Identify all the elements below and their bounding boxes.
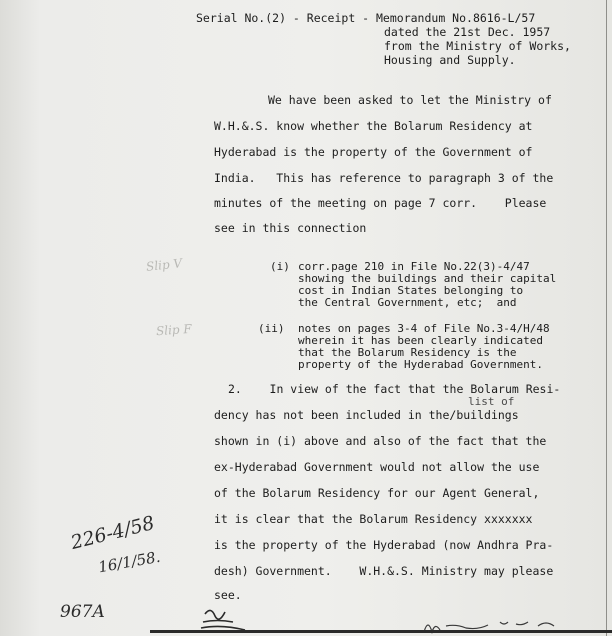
para2-line-8: desh) Government. W.H.&.S. Ministry may please: [214, 564, 554, 578]
bottom-border-line: [150, 630, 612, 633]
item-2-line-3: that the Bolarum Residency is the: [298, 346, 517, 359]
header-line-4: Housing and Supply.: [384, 53, 516, 67]
item-1-line-4: the Central Government, etc; and: [298, 296, 517, 309]
para2-insertion: list of: [468, 395, 515, 408]
para2-line-7: is the property of the Hyderabad (now Andhra Pra-: [214, 538, 554, 552]
item-1-line-3: cost in Indian States belonging to: [298, 284, 524, 297]
para2-line-4: ex-Hyderabad Government would not allow the use: [214, 460, 540, 474]
para1-line-1: We have been asked to let the Ministry of: [268, 93, 552, 107]
handwritten-date: 16/1/58.: [96, 547, 162, 577]
page-edge-line: [606, 0, 607, 636]
header-line-3: from the Ministry of Works,: [384, 39, 571, 53]
para1-line-2: W.H.&.S. know whether the Bolarum Residency at: [214, 119, 533, 133]
slip-f-note: Slip F: [155, 321, 193, 339]
para2-line-1: 2. In view of the fact that the Bolarum Resi-: [228, 382, 561, 396]
item-1-line-2: showing the buildings and their capital: [298, 272, 557, 285]
item-2-number: (ii): [258, 322, 285, 335]
item-1-number: (i): [270, 260, 290, 273]
item-2-line-4: property of the Hyderabad Government.: [298, 358, 544, 371]
header-line-1: Serial No.(2) - Receipt - Memorandum No.8616-L/57: [196, 11, 536, 25]
para2-line-2: dency has not been included in the/buildings: [214, 408, 519, 422]
item-2-line-1: notes on pages 3-4 of File No.3-4/H/48: [298, 322, 550, 335]
para2-line-6: it is clear that the Bolarum Residency xxxxxxx: [214, 512, 533, 526]
header-line-2: dated the 21st Dec. 1957: [384, 25, 551, 39]
handwritten-file-ref: 226-4/58: [68, 512, 157, 554]
para1-line-4: India. This has reference to paragraph 3 of the: [214, 171, 554, 185]
para2-line-9: see.: [214, 588, 242, 602]
handwritten-page-number: 967A: [60, 602, 105, 622]
para2-line-3: shown in (i) above and also of the fact that the: [214, 434, 547, 448]
item-2-line-2: wherein it has been clearly indicated: [298, 334, 544, 347]
para1-line-5: minutes of the meeting on page 7 corr. Please: [214, 196, 547, 210]
para1-line-6: see in this connection: [214, 221, 367, 235]
para2-line-5: of the Bolarum Residency for our Agent General,: [214, 486, 540, 500]
item-1-line-1: corr.page 210 in File No.22(3)-4/47: [298, 260, 530, 273]
para1-line-3: Hyderabad is the property of the Government of: [214, 145, 533, 159]
slip-v-note: Slip V: [145, 256, 183, 274]
